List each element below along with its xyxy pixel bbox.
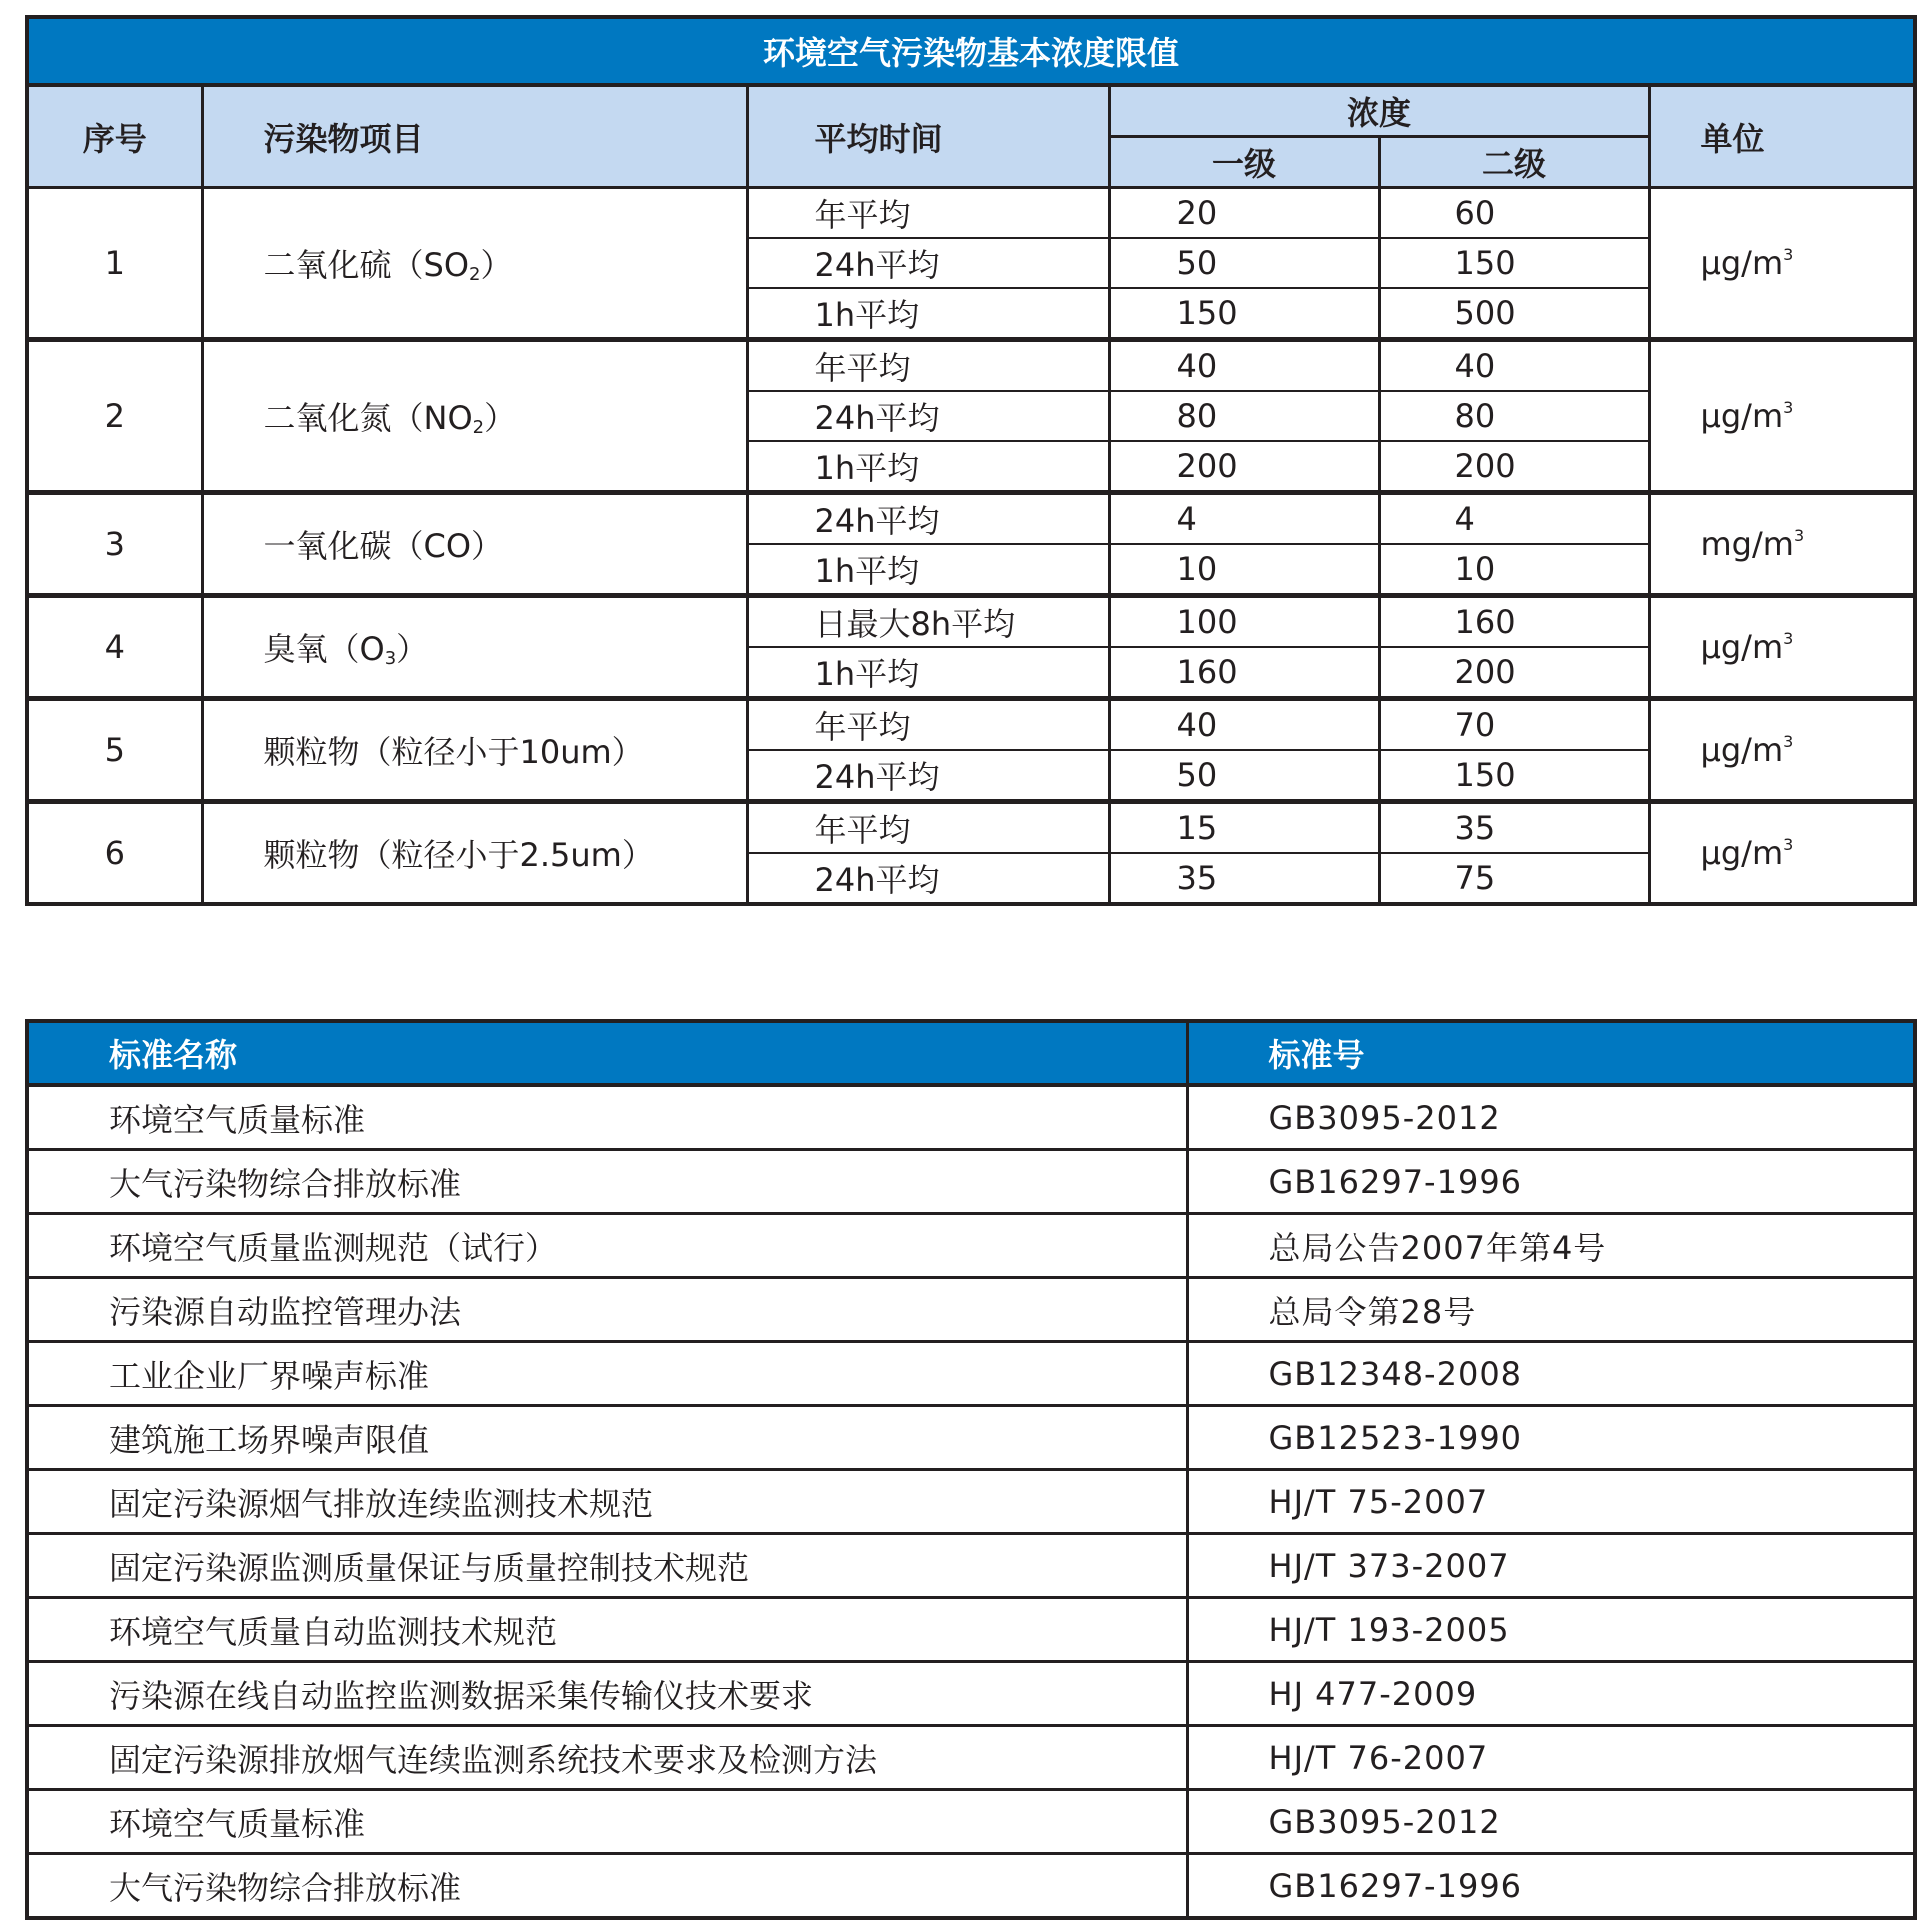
pollutant-label: 二氧化氮（NO bbox=[263, 399, 473, 437]
standards-table bbox=[25, 1019, 1917, 1920]
header-level1: 一级 bbox=[1109, 137, 1379, 188]
unit-cell bbox=[1649, 188, 1915, 340]
avg-time-cell: 年平均 bbox=[747, 340, 1109, 392]
table-row bbox=[27, 340, 1915, 392]
header-avg-time: 平均时间 bbox=[747, 85, 1109, 188]
pollutant-label: 颗粒物（粒径小于10um） bbox=[263, 733, 644, 771]
table-row bbox=[27, 1214, 1915, 1278]
standards-table-body bbox=[27, 1085, 1915, 1918]
standard-code: HJ/T 193-2005 bbox=[1187, 1598, 1915, 1662]
standard-code: GB3095-2012 bbox=[1187, 1085, 1915, 1150]
level2-value: 150 bbox=[1379, 750, 1649, 802]
table-row bbox=[27, 596, 1915, 648]
level1-value: 200 bbox=[1109, 441, 1379, 493]
chemical-subscript: 2 bbox=[469, 264, 481, 285]
level1-value: 20 bbox=[1109, 188, 1379, 239]
table-row bbox=[27, 1470, 1915, 1534]
header-level2: 二级 bbox=[1379, 137, 1649, 188]
table-row bbox=[27, 1662, 1915, 1726]
table-row bbox=[27, 699, 1915, 751]
unit-power: 3 bbox=[1793, 526, 1805, 545]
level1-value: 40 bbox=[1109, 699, 1379, 751]
table-row bbox=[27, 1854, 1915, 1919]
standard-name: 大气污染物综合排放标准 bbox=[27, 1150, 1187, 1214]
unit-cell bbox=[1649, 493, 1915, 596]
avg-time-cell: 年平均 bbox=[747, 802, 1109, 854]
level1-value: 10 bbox=[1109, 544, 1379, 596]
header-pollutant: 污染物项目 bbox=[202, 85, 747, 188]
table-row bbox=[27, 802, 1915, 854]
avg-time-cell: 24h平均 bbox=[747, 391, 1109, 441]
unit-power: 3 bbox=[1783, 732, 1794, 751]
avg-time-cell: 1h平均 bbox=[747, 647, 1109, 699]
avg-time-cell: 年平均 bbox=[747, 699, 1109, 751]
header-standard-code: 标准号 bbox=[1187, 1021, 1915, 1085]
standard-name: 环境空气质量标准 bbox=[27, 1790, 1187, 1854]
pollutant-label: 颗粒物（粒径小于2.5um） bbox=[263, 836, 654, 874]
avg-time-cell: 年平均 bbox=[747, 188, 1109, 239]
standard-name: 环境空气质量自动监测技术规范 bbox=[27, 1598, 1187, 1662]
chemical-subscript: 2 bbox=[472, 417, 485, 438]
unit-label: mg/m bbox=[1700, 525, 1794, 563]
avg-time-cell: 1h平均 bbox=[747, 441, 1109, 493]
unit-label: μg/m bbox=[1700, 628, 1784, 666]
level2-value: 200 bbox=[1379, 647, 1649, 699]
standard-code: GB12348-2008 bbox=[1187, 1342, 1915, 1406]
chemical-subscript: 3 bbox=[384, 648, 397, 669]
unit-cell bbox=[1649, 340, 1915, 493]
avg-time-cell: 24h平均 bbox=[747, 853, 1109, 904]
standard-code: 总局公告2007年第4号 bbox=[1187, 1214, 1915, 1278]
level1-value: 40 bbox=[1109, 340, 1379, 392]
standard-name: 环境空气质量监测规范（试行） bbox=[27, 1214, 1187, 1278]
table-row bbox=[27, 1342, 1915, 1406]
pollutant-label: 二氧化硫（SO bbox=[263, 246, 470, 284]
standard-code: 总局令第28号 bbox=[1187, 1278, 1915, 1342]
standard-code: GB3095-2012 bbox=[1187, 1790, 1915, 1854]
level1-value: 100 bbox=[1109, 596, 1379, 648]
standard-code: HJ/T 76-2007 bbox=[1187, 1726, 1915, 1790]
standard-name: 工业企业厂界噪声标准 bbox=[27, 1342, 1187, 1406]
level1-value: 15 bbox=[1109, 802, 1379, 854]
standard-name: 固定污染源监测质量保证与质量控制技术规范 bbox=[27, 1534, 1187, 1598]
level2-value: 160 bbox=[1379, 596, 1649, 648]
standard-code: HJ/T 373-2007 bbox=[1187, 1534, 1915, 1598]
row-index: 4 bbox=[27, 596, 202, 699]
pollutant-name bbox=[202, 188, 747, 340]
pollutant-close-paren: ） bbox=[484, 399, 517, 437]
standard-code: GB16297-1996 bbox=[1187, 1150, 1915, 1214]
level2-value: 150 bbox=[1379, 238, 1649, 288]
standard-code: HJ 477-2009 bbox=[1187, 1662, 1915, 1726]
avg-time-cell: 24h平均 bbox=[747, 750, 1109, 802]
level1-value: 150 bbox=[1109, 288, 1379, 340]
pollutant-name bbox=[202, 596, 747, 699]
unit-power: 3 bbox=[1783, 398, 1794, 417]
limits-table-title: 环境空气污染物基本浓度限值 bbox=[27, 17, 1915, 85]
standard-name: 固定污染源烟气排放连续监测技术规范 bbox=[27, 1470, 1187, 1534]
table-row bbox=[27, 1598, 1915, 1662]
level2-value: 200 bbox=[1379, 441, 1649, 493]
table-row bbox=[27, 188, 1915, 239]
pollutant-name bbox=[202, 802, 747, 905]
row-index: 2 bbox=[27, 340, 202, 493]
level2-value: 40 bbox=[1379, 340, 1649, 392]
unit-power: 3 bbox=[1783, 245, 1794, 264]
level2-value: 35 bbox=[1379, 802, 1649, 854]
table-row bbox=[27, 1085, 1915, 1150]
pollutant-limits-table bbox=[25, 15, 1917, 906]
level2-value: 60 bbox=[1379, 188, 1649, 239]
unit-power: 3 bbox=[1783, 835, 1794, 854]
standard-name: 环境空气质量标准 bbox=[27, 1085, 1187, 1150]
standard-name: 大气污染物综合排放标准 bbox=[27, 1854, 1187, 1919]
table-row bbox=[27, 1406, 1915, 1470]
row-index: 5 bbox=[27, 699, 202, 802]
level2-value: 500 bbox=[1379, 288, 1649, 340]
row-index: 1 bbox=[27, 188, 202, 340]
header-unit: 单位 bbox=[1649, 85, 1915, 188]
table-row bbox=[27, 1534, 1915, 1598]
level1-value: 160 bbox=[1109, 647, 1379, 699]
level1-value: 80 bbox=[1109, 391, 1379, 441]
standard-code: HJ/T 75-2007 bbox=[1187, 1470, 1915, 1534]
level1-value: 35 bbox=[1109, 853, 1379, 904]
avg-time-cell: 1h平均 bbox=[747, 288, 1109, 340]
header-index: 序号 bbox=[27, 85, 202, 188]
pollutant-close-paren: ） bbox=[480, 246, 513, 284]
pollutant-label: 一氧化碳（CO bbox=[263, 527, 472, 565]
unit-label: μg/m bbox=[1700, 731, 1784, 769]
pollutant-label: 臭氧（O bbox=[263, 630, 385, 668]
standard-name: 固定污染源排放烟气连续监测系统技术要求及检测方法 bbox=[27, 1726, 1187, 1790]
level1-value: 4 bbox=[1109, 493, 1379, 545]
pollutant-name bbox=[202, 699, 747, 802]
unit-cell bbox=[1649, 596, 1915, 699]
level2-value: 10 bbox=[1379, 544, 1649, 596]
row-index: 3 bbox=[27, 493, 202, 596]
table-row bbox=[27, 1726, 1915, 1790]
level1-value: 50 bbox=[1109, 750, 1379, 802]
level2-value: 75 bbox=[1379, 853, 1649, 904]
avg-time-cell: 24h平均 bbox=[747, 238, 1109, 288]
avg-time-cell: 日最大8h平均 bbox=[747, 596, 1109, 648]
unit-cell bbox=[1649, 699, 1915, 802]
level1-value: 50 bbox=[1109, 238, 1379, 288]
standard-name: 污染源自动监控管理办法 bbox=[27, 1278, 1187, 1342]
level2-value: 70 bbox=[1379, 699, 1649, 751]
table-row bbox=[27, 1790, 1915, 1854]
level2-value: 80 bbox=[1379, 391, 1649, 441]
header-standard-name: 标准名称 bbox=[27, 1021, 1187, 1085]
pollutant-close-paren: ） bbox=[471, 527, 504, 565]
avg-time-cell: 24h平均 bbox=[747, 493, 1109, 545]
unit-cell bbox=[1649, 802, 1915, 905]
row-index: 6 bbox=[27, 802, 202, 905]
table-row bbox=[27, 1150, 1915, 1214]
pollutant-name bbox=[202, 340, 747, 493]
limits-table-body bbox=[27, 188, 1915, 905]
header-concentration: 浓度 bbox=[1109, 85, 1649, 137]
unit-label: μg/m bbox=[1700, 397, 1784, 435]
table-row bbox=[27, 1278, 1915, 1342]
standard-name: 建筑施工场界噪声限值 bbox=[27, 1406, 1187, 1470]
standard-code: GB12523-1990 bbox=[1187, 1406, 1915, 1470]
standard-code: GB16297-1996 bbox=[1187, 1854, 1915, 1919]
standard-name: 污染源在线自动监控监测数据采集传输仪技术要求 bbox=[27, 1662, 1187, 1726]
table-row bbox=[27, 493, 1915, 545]
pollutant-close-paren: ） bbox=[396, 630, 429, 668]
level2-value: 4 bbox=[1379, 493, 1649, 545]
unit-power: 3 bbox=[1783, 629, 1794, 648]
unit-label: μg/m bbox=[1700, 834, 1784, 872]
unit-label: μg/m bbox=[1700, 244, 1784, 282]
avg-time-cell: 1h平均 bbox=[747, 544, 1109, 596]
pollutant-name bbox=[202, 493, 747, 596]
